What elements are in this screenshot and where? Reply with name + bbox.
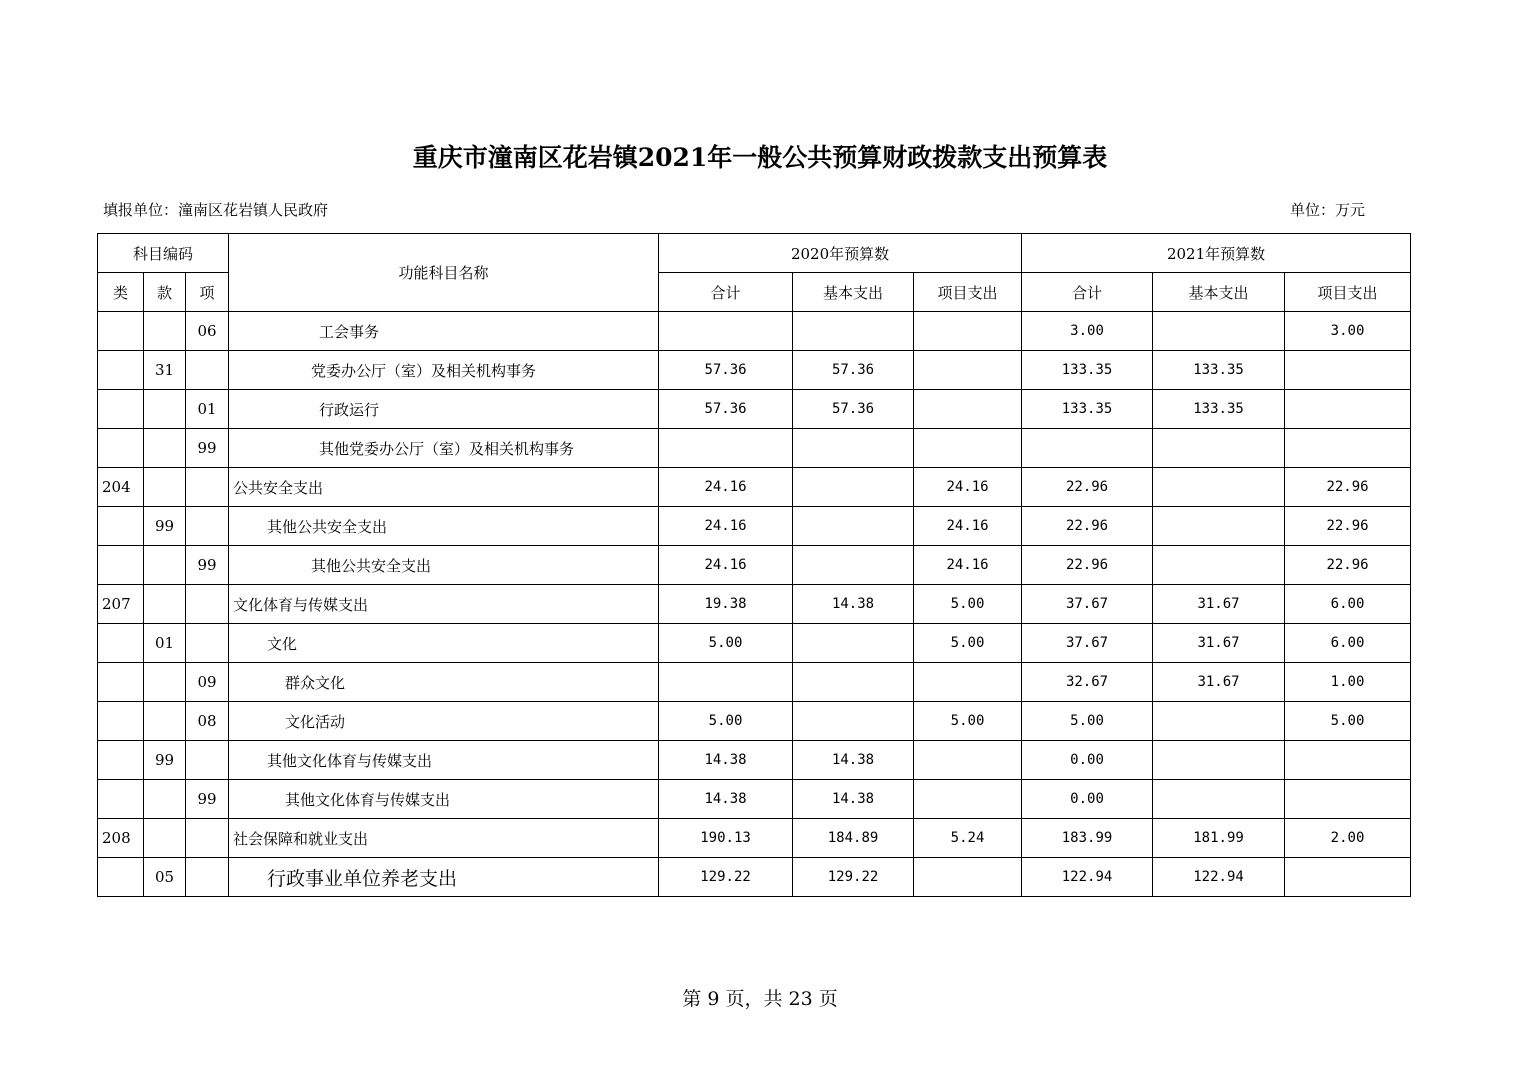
fill-unit-label: 填报单位：潼南区花岩镇人民政府 bbox=[103, 201, 329, 219]
cell-xiang: 99 bbox=[186, 429, 229, 468]
table-row bbox=[98, 390, 1411, 429]
cell-kuan bbox=[144, 390, 186, 429]
cell-basic-2021: 122.94 bbox=[1153, 858, 1285, 897]
table-row bbox=[98, 780, 1411, 819]
cell-lei: 204 bbox=[98, 468, 144, 507]
header-xiang: 项 bbox=[186, 273, 229, 312]
cell-xiang: 01 bbox=[186, 390, 229, 429]
header-kuan: 款 bbox=[144, 273, 186, 312]
cell-basic-2020: 57.36 bbox=[793, 351, 914, 390]
cell-project-2021: 5.00 bbox=[1285, 702, 1411, 741]
cell-project-2021 bbox=[1285, 351, 1411, 390]
cell-total-2021: 183.99 bbox=[1022, 819, 1153, 858]
page-footer: 第 9 页，共 23 页 bbox=[682, 988, 838, 1010]
cell-total-2020: 5.00 bbox=[659, 702, 793, 741]
header-lei: 类 bbox=[98, 273, 144, 312]
cell-total-2021: 0.00 bbox=[1022, 780, 1153, 819]
cell-lei bbox=[98, 702, 144, 741]
cell-kuan: 99 bbox=[144, 741, 186, 780]
cell-project-2020 bbox=[914, 312, 1022, 351]
cell-total-2021: 22.96 bbox=[1022, 546, 1153, 585]
cell-lei: 208 bbox=[98, 819, 144, 858]
cell-basic-2021 bbox=[1153, 780, 1285, 819]
cell-project-2020: 24.16 bbox=[914, 468, 1022, 507]
cell-project-2021: 6.00 bbox=[1285, 624, 1411, 663]
cell-xiang: 99 bbox=[186, 546, 229, 585]
cell-kuan bbox=[144, 585, 186, 624]
table-row bbox=[98, 624, 1411, 663]
cell-total-2020 bbox=[659, 429, 793, 468]
cell-total-2021: 5.00 bbox=[1022, 702, 1153, 741]
cell-total-2020: 57.36 bbox=[659, 351, 793, 390]
cell-project-2020: 24.16 bbox=[914, 546, 1022, 585]
cell-basic-2021 bbox=[1153, 507, 1285, 546]
cell-total-2020: 57.36 bbox=[659, 390, 793, 429]
cell-project-2020 bbox=[914, 741, 1022, 780]
cell-project-2020: 5.24 bbox=[914, 819, 1022, 858]
page-title: 重庆市潼南区花岩镇2021年一般公共预算财政拨款支出预算表 bbox=[412, 143, 1108, 172]
cell-lei bbox=[98, 507, 144, 546]
cell-total-2021: 22.96 bbox=[1022, 507, 1153, 546]
cell-total-2020: 5.00 bbox=[659, 624, 793, 663]
cell-name: 工会事务 bbox=[229, 312, 659, 351]
cell-xiang bbox=[186, 507, 229, 546]
cell-project-2021: 22.96 bbox=[1285, 546, 1411, 585]
cell-basic-2021: 181.99 bbox=[1153, 819, 1285, 858]
cell-basic-2020 bbox=[793, 702, 914, 741]
cell-name: 文化活动 bbox=[229, 702, 659, 741]
cell-project-2021: 22.96 bbox=[1285, 507, 1411, 546]
cell-project-2021: 3.00 bbox=[1285, 312, 1411, 351]
cell-basic-2021 bbox=[1153, 468, 1285, 507]
cell-xiang bbox=[186, 819, 229, 858]
cell-project-2020: 5.00 bbox=[914, 702, 1022, 741]
cell-name: 群众文化 bbox=[229, 663, 659, 702]
cell-lei bbox=[98, 858, 144, 897]
cell-kuan bbox=[144, 468, 186, 507]
cell-kuan bbox=[144, 429, 186, 468]
cell-xiang bbox=[186, 585, 229, 624]
cell-kuan: 31 bbox=[144, 351, 186, 390]
table-row bbox=[98, 546, 1411, 585]
cell-basic-2021: 133.35 bbox=[1153, 351, 1285, 390]
table-row bbox=[98, 741, 1411, 780]
cell-basic-2020: 129.22 bbox=[793, 858, 914, 897]
header-row-1 bbox=[98, 234, 1411, 273]
cell-project-2021: 22.96 bbox=[1285, 468, 1411, 507]
cell-name: 社会保障和就业支出 bbox=[229, 819, 659, 858]
cell-total-2021: 37.67 bbox=[1022, 624, 1153, 663]
cell-basic-2020 bbox=[793, 468, 914, 507]
cell-basic-2021 bbox=[1153, 546, 1285, 585]
cell-project-2021 bbox=[1285, 390, 1411, 429]
header-budget-2021: 2021年预算数 bbox=[1022, 234, 1411, 273]
cell-total-2020: 24.16 bbox=[659, 468, 793, 507]
cell-name: 其他公共安全支出 bbox=[229, 546, 659, 585]
cell-lei bbox=[98, 351, 144, 390]
header-func-name: 功能科目名称 bbox=[229, 234, 659, 312]
cell-basic-2020: 184.89 bbox=[793, 819, 914, 858]
table-row bbox=[98, 351, 1411, 390]
cell-basic-2021: 133.35 bbox=[1153, 390, 1285, 429]
cell-total-2020: 24.16 bbox=[659, 507, 793, 546]
cell-lei bbox=[98, 390, 144, 429]
cell-kuan bbox=[144, 819, 186, 858]
cell-xiang bbox=[186, 351, 229, 390]
cell-name: 其他党委办公厅（室）及相关机构事务 bbox=[229, 429, 659, 468]
cell-total-2020: 190.13 bbox=[659, 819, 793, 858]
cell-basic-2020: 14.38 bbox=[793, 585, 914, 624]
header-total-2021: 合计 bbox=[1022, 273, 1153, 312]
cell-total-2021: 122.94 bbox=[1022, 858, 1153, 897]
cell-project-2020 bbox=[914, 663, 1022, 702]
table-row bbox=[98, 468, 1411, 507]
header-basic-2020: 基本支出 bbox=[793, 273, 914, 312]
cell-basic-2021 bbox=[1153, 429, 1285, 468]
table-row bbox=[98, 702, 1411, 741]
cell-total-2021: 3.00 bbox=[1022, 312, 1153, 351]
cell-lei bbox=[98, 624, 144, 663]
cell-xiang bbox=[186, 624, 229, 663]
header-project-2020: 项目支出 bbox=[914, 273, 1022, 312]
cell-name: 行政运行 bbox=[229, 390, 659, 429]
cell-basic-2020 bbox=[793, 429, 914, 468]
cell-kuan bbox=[144, 312, 186, 351]
cell-xiang: 06 bbox=[186, 312, 229, 351]
cell-total-2020: 14.38 bbox=[659, 780, 793, 819]
cell-project-2021: 6.00 bbox=[1285, 585, 1411, 624]
cell-total-2020: 129.22 bbox=[659, 858, 793, 897]
cell-project-2021 bbox=[1285, 429, 1411, 468]
cell-project-2020: 5.00 bbox=[914, 624, 1022, 663]
cell-total-2021: 32.67 bbox=[1022, 663, 1153, 702]
header-total-2020: 合计 bbox=[659, 273, 793, 312]
cell-xiang bbox=[186, 468, 229, 507]
cell-lei bbox=[98, 780, 144, 819]
cell-project-2020 bbox=[914, 351, 1022, 390]
cell-basic-2021 bbox=[1153, 741, 1285, 780]
cell-basic-2020 bbox=[793, 312, 914, 351]
cell-total-2020: 19.38 bbox=[659, 585, 793, 624]
cell-project-2021: 2.00 bbox=[1285, 819, 1411, 858]
cell-basic-2020 bbox=[793, 663, 914, 702]
cell-project-2021 bbox=[1285, 780, 1411, 819]
cell-basic-2020: 57.36 bbox=[793, 390, 914, 429]
cell-lei: 207 bbox=[98, 585, 144, 624]
cell-lei bbox=[98, 663, 144, 702]
cell-project-2020 bbox=[914, 858, 1022, 897]
cell-xiang: 08 bbox=[186, 702, 229, 741]
cell-basic-2020: 14.38 bbox=[793, 780, 914, 819]
table-row bbox=[98, 819, 1411, 858]
cell-total-2021: 22.96 bbox=[1022, 468, 1153, 507]
table-row bbox=[98, 429, 1411, 468]
cell-total-2021: 133.35 bbox=[1022, 351, 1153, 390]
cell-project-2020 bbox=[914, 429, 1022, 468]
unit-label: 单位：万元 bbox=[1290, 201, 1366, 219]
cell-name: 其他公共安全支出 bbox=[229, 507, 659, 546]
cell-xiang bbox=[186, 858, 229, 897]
table-row bbox=[98, 585, 1411, 624]
cell-basic-2020 bbox=[793, 507, 914, 546]
table-row bbox=[98, 663, 1411, 702]
cell-project-2021 bbox=[1285, 858, 1411, 897]
cell-total-2021 bbox=[1022, 429, 1153, 468]
cell-kuan bbox=[144, 663, 186, 702]
cell-name: 党委办公厅（室）及相关机构事务 bbox=[229, 351, 659, 390]
cell-lei bbox=[98, 741, 144, 780]
cell-basic-2020 bbox=[793, 546, 914, 585]
header-project-2021: 项目支出 bbox=[1285, 273, 1411, 312]
cell-project-2020 bbox=[914, 390, 1022, 429]
cell-project-2021 bbox=[1285, 741, 1411, 780]
cell-basic-2021: 31.67 bbox=[1153, 663, 1285, 702]
cell-basic-2020 bbox=[793, 624, 914, 663]
cell-name: 行政事业单位养老支出 bbox=[229, 858, 659, 897]
cell-total-2020 bbox=[659, 312, 793, 351]
cell-total-2020 bbox=[659, 663, 793, 702]
cell-total-2021: 133.35 bbox=[1022, 390, 1153, 429]
cell-xiang bbox=[186, 741, 229, 780]
cell-basic-2021: 31.67 bbox=[1153, 585, 1285, 624]
cell-name: 其他文化体育与传媒支出 bbox=[229, 780, 659, 819]
cell-name: 公共安全支出 bbox=[229, 468, 659, 507]
cell-basic-2021 bbox=[1153, 702, 1285, 741]
header-budget-2020: 2020年预算数 bbox=[659, 234, 1022, 273]
header-subject-code: 科目编码 bbox=[98, 234, 229, 273]
cell-kuan: 05 bbox=[144, 858, 186, 897]
cell-basic-2021: 31.67 bbox=[1153, 624, 1285, 663]
table-row bbox=[98, 858, 1411, 897]
cell-name: 文化 bbox=[229, 624, 659, 663]
cell-total-2020: 14.38 bbox=[659, 741, 793, 780]
cell-project-2020: 5.00 bbox=[914, 585, 1022, 624]
cell-project-2020: 24.16 bbox=[914, 507, 1022, 546]
header-basic-2021: 基本支出 bbox=[1153, 273, 1285, 312]
cell-lei bbox=[98, 312, 144, 351]
cell-kuan: 99 bbox=[144, 507, 186, 546]
cell-project-2020 bbox=[914, 780, 1022, 819]
cell-kuan bbox=[144, 780, 186, 819]
table-row bbox=[98, 507, 1411, 546]
cell-kuan bbox=[144, 702, 186, 741]
table-row bbox=[98, 312, 1411, 351]
cell-kuan: 01 bbox=[144, 624, 186, 663]
cell-project-2021: 1.00 bbox=[1285, 663, 1411, 702]
cell-total-2020: 24.16 bbox=[659, 546, 793, 585]
budget-table bbox=[97, 233, 1411, 897]
cell-total-2021: 37.67 bbox=[1022, 585, 1153, 624]
cell-name: 文化体育与传媒支出 bbox=[229, 585, 659, 624]
cell-kuan bbox=[144, 546, 186, 585]
cell-basic-2020: 14.38 bbox=[793, 741, 914, 780]
cell-xiang: 99 bbox=[186, 780, 229, 819]
cell-lei bbox=[98, 429, 144, 468]
cell-lei bbox=[98, 546, 144, 585]
cell-xiang: 09 bbox=[186, 663, 229, 702]
cell-name: 其他文化体育与传媒支出 bbox=[229, 741, 659, 780]
cell-basic-2021 bbox=[1153, 312, 1285, 351]
cell-total-2021: 0.00 bbox=[1022, 741, 1153, 780]
